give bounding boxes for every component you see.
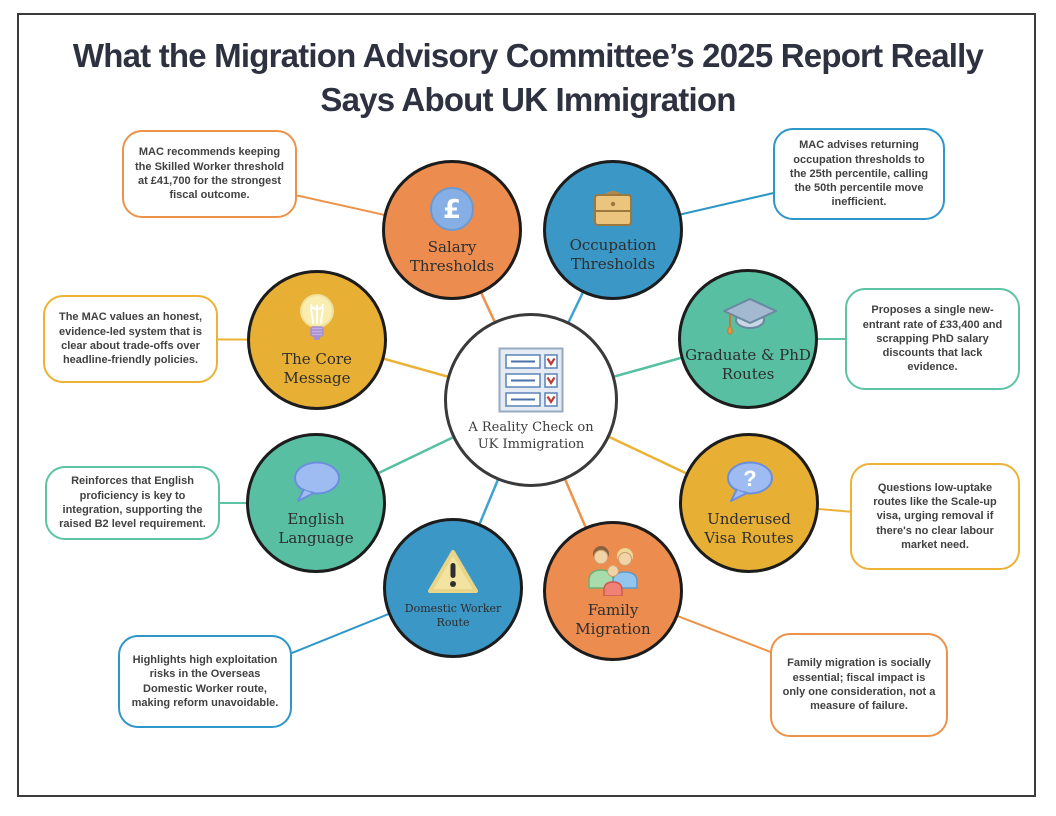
warning-triangle-icon xyxy=(425,547,481,597)
node-label: Family Migration xyxy=(575,600,651,638)
node-label: Domestic Worker Route xyxy=(404,601,502,629)
callout-text: Questions low-uptake routes like the Scale-up visa, urging removal if there's no clear labour market need. xyxy=(873,481,997,551)
callout-english-language xyxy=(45,466,220,540)
family-icon xyxy=(584,544,642,596)
node-family-migration xyxy=(543,521,683,661)
node-english-language xyxy=(246,433,386,573)
callout-text: Reinforces that English proficiency is key to integration, supporting the raised B2 level requirement. xyxy=(59,475,206,531)
svg-text:?: ? xyxy=(743,465,757,491)
pound-icon xyxy=(428,185,476,233)
question-bubble-icon xyxy=(723,459,775,505)
center-node xyxy=(444,313,618,487)
node-underused-visa-routes xyxy=(679,433,819,573)
center-label: A Reality Check on UK Immigration xyxy=(468,419,594,452)
node-the-core-message xyxy=(247,270,387,410)
node-label: Occupation Thresholds xyxy=(569,235,657,273)
graduation-cap-icon xyxy=(717,295,779,341)
callout-text: Family migration is socially essential; fiscal impact is only one consideration, not a measure of failure. xyxy=(782,657,936,713)
callout-text: Highlights high exploitation risks in the Overseas Domestic Worker route, making reform unavoidable. xyxy=(131,653,279,709)
node-label: English Language xyxy=(278,509,354,547)
callout-the-core-message xyxy=(43,295,218,383)
callout-text: Proposes a single new-entrant rate of £33,400 and scrapping PhD salary discounts that lack evidence. xyxy=(862,304,1003,374)
callout-text: The MAC values an honest, evidence-led system that is clear about trade-offs over headline-friendly policies. xyxy=(58,311,203,367)
svg-text:£: £ xyxy=(442,194,462,225)
callout-text: MAC recommends keeping the Skilled Worker threshold at £41,700 for the strongest fiscal outcome. xyxy=(135,146,284,202)
briefcase-icon xyxy=(586,187,640,231)
callout-graduate-phd-routes xyxy=(845,288,1020,390)
page-title: What the Migration Advisory Committee’s 2025 Report Really Says About UK Immigration xyxy=(72,37,984,118)
lightbulb-icon xyxy=(296,293,338,345)
node-label: The Core Message xyxy=(282,349,352,387)
node-label: Salary Thresholds xyxy=(409,237,495,275)
node-domestic-worker-route xyxy=(383,518,523,658)
node-label: Graduate & PhD Routes xyxy=(685,345,811,383)
checklist-icon xyxy=(498,347,564,413)
callout-occupation-thresholds xyxy=(773,128,945,220)
callout-underused-visa-routes xyxy=(850,463,1020,570)
callout-domestic-worker-route xyxy=(118,635,292,728)
callout-salary-thresholds xyxy=(122,130,297,218)
node-label: Underused Visa Routes xyxy=(704,509,794,547)
node-graduate-phd-routes xyxy=(678,269,818,409)
node-salary-thresholds xyxy=(382,160,522,300)
callout-text: MAC advises returning occupation thresholds to the 25th percentile, calling the 50th percentile move inefficient. xyxy=(789,139,929,209)
speech-bubble-icon xyxy=(290,459,342,505)
callout-family-migration xyxy=(770,633,948,737)
node-occupation-thresholds xyxy=(543,160,683,300)
